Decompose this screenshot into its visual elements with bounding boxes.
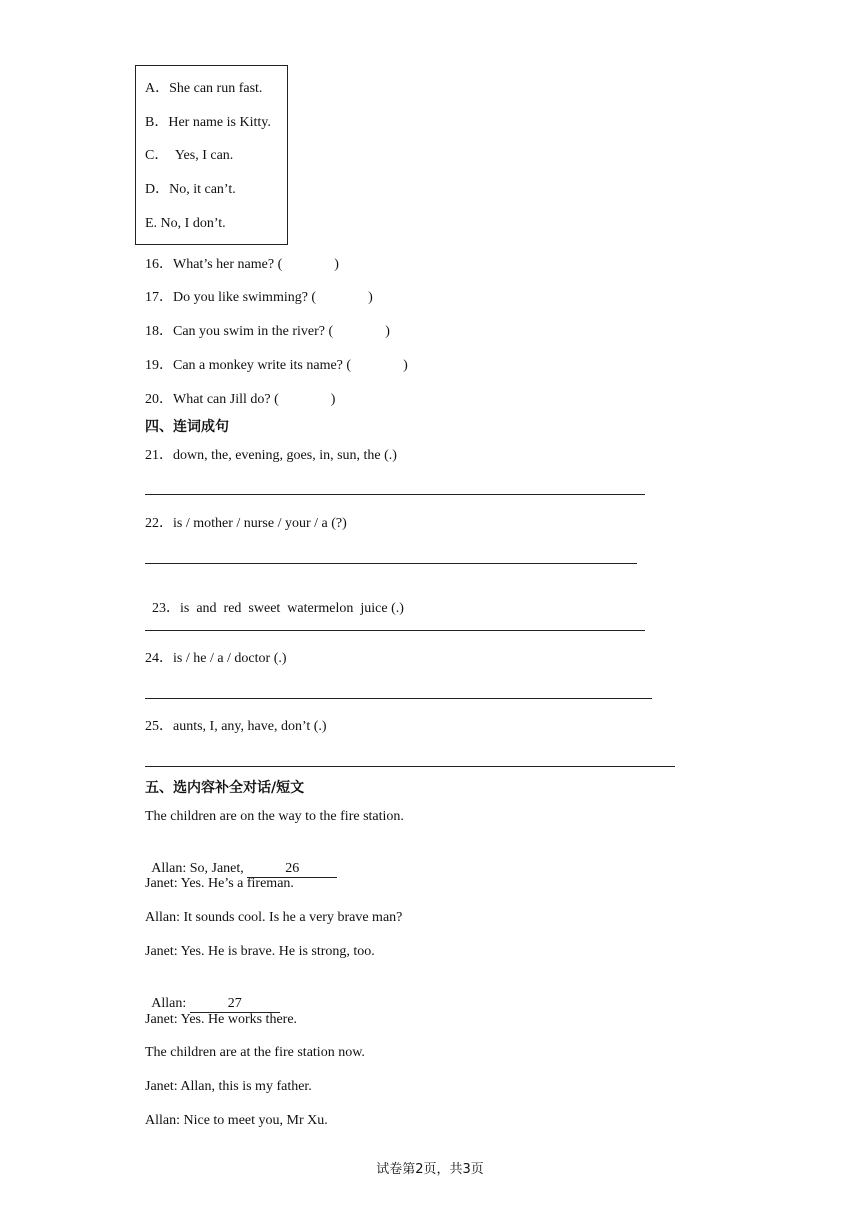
question-17: 17．Do you like swimming? ( ) xyxy=(145,290,373,305)
question-19: 19．Can a monkey write its name? ( ) xyxy=(145,358,408,373)
question-16: 16．What’s her name? ( ) xyxy=(145,257,339,272)
question-18: 18．Can you swim in the river? ( ) xyxy=(145,324,390,339)
option-c: C． Yes, I can. xyxy=(145,148,234,163)
question-23: 23．is and red sweet watermelon juice (.) xyxy=(152,601,404,616)
question-25: 25．aunts, I, any, have, don’t (.) xyxy=(145,719,327,734)
blank-26[interactable]: 26 xyxy=(247,861,337,878)
passage-line-8: The children are at the fire station now. xyxy=(145,1045,365,1060)
passage-line-3: Janet: Yes. He’s a fireman. xyxy=(145,876,294,891)
passage-line-2: Allan: So, Janet, 26 xyxy=(145,842,337,878)
option-b: B．Her name is Kitty. xyxy=(145,115,271,130)
answer-line-23[interactable] xyxy=(145,630,645,631)
question-22: 22．is / mother / nurse / your / a (?) xyxy=(145,516,347,531)
passage-line-7: Janet: Yes. He works there. xyxy=(145,1012,298,1027)
option-d: D．No, it can’t. xyxy=(145,182,236,197)
question-24: 24．is / he / a / doctor (.) xyxy=(145,651,287,666)
section-4-title: 四、连词成句 xyxy=(145,419,229,435)
answer-line-22[interactable] xyxy=(145,563,637,564)
passage-line-4: Allan: It sounds cool. Is he a very brave man? xyxy=(145,910,403,925)
option-e: E. No, I don’t. xyxy=(145,216,226,231)
option-a: A．She can run fast. xyxy=(145,81,263,96)
question-21: 21．down, the, evening, goes, in, sun, the (.) xyxy=(145,448,397,463)
blank-27[interactable]: 27 xyxy=(190,996,280,1013)
passage-line-1: The children are on the way to the fire station. xyxy=(145,809,404,824)
answer-line-21[interactable] xyxy=(145,494,645,495)
passage-line-9: Janet: Allan, this is my father. xyxy=(145,1079,312,1094)
section-5-title: 五、选内容补全对话/短文 xyxy=(145,780,305,796)
passage-line-6: Allan: 27 xyxy=(145,977,280,1013)
answer-line-24[interactable] xyxy=(145,698,652,699)
passage-line-5: Janet: Yes. He is brave. He is strong, too. xyxy=(145,944,375,959)
answer-line-25[interactable] xyxy=(145,766,675,767)
page-footer: 试卷第2页，共3页 xyxy=(376,1162,484,1177)
question-20: 20．What can Jill do? ( ) xyxy=(145,392,336,407)
passage-line-10: Allan: Nice to meet you, Mr Xu. xyxy=(145,1113,328,1128)
